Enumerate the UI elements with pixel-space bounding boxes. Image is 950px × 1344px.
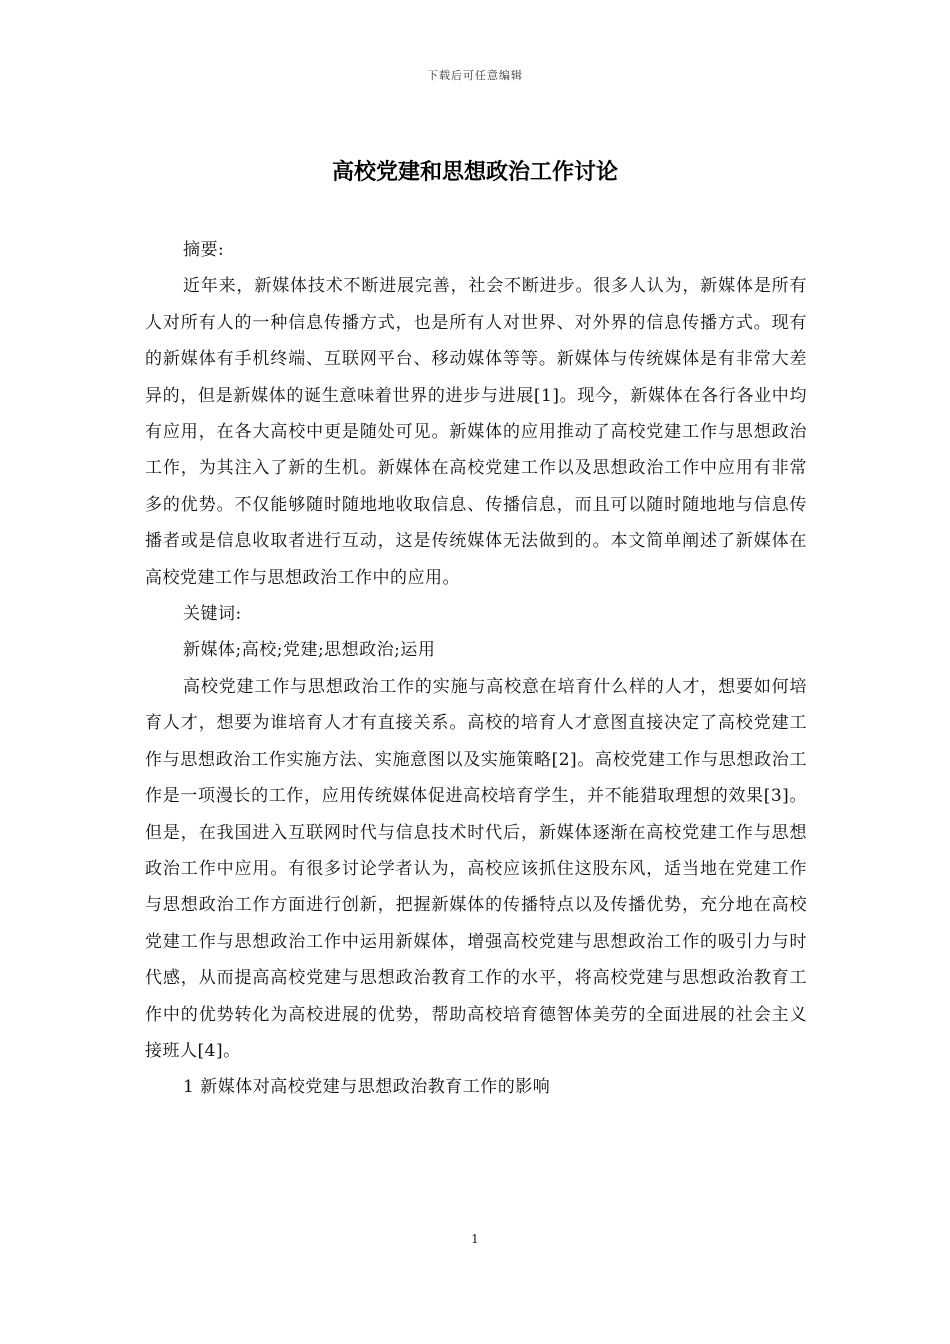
abstract-label: 摘要: [183,240,225,260]
document-body [145,232,807,1106]
page-number: 1 [471,1232,479,1246]
document-title: 高校党建和思想政治工作讨论 [331,160,618,185]
keywords-label: 关键词: [183,604,242,625]
section-heading: 1 新媒体对高校党建与思想政治教育工作的影响 [183,1077,551,1098]
keywords-list: 新媒体;高校;党建;思想政治;运用 [183,640,436,661]
abstract-paragraph: 近年来，新媒体技术不断进展完善，社会不断进步。很多人认为，新媒体是所有人对所有人的一种信息传播方式，也是所有人对世界、对外界的信息传播方式。现有的新媒体有手机终端、互联网平台、移动媒体等等。新媒体与传统媒体是有非常大差异的，但是新媒体的诞生意味着世界的进步与进展[1]。现今，新媒体在各行各业中均有应用，在各大高校中更是随处可见。新媒体的应用推动了高校党建工作与思想政治工作，为其注入了新的生机。新媒体在高校党建工作以及思想政治工作中应用有非常多的优势。不仅能够随时随地地收取信息、传播信息，而且可以随时随地地与信息传播者或是信息收取者进行互动，这是传统媒体无法做到的。本文简单阐述了新媒体在高校党建工作与思想政治工作中的应用。 [145,276,807,588]
intro-paragraph: 高校党建工作与思想政治工作的实施与高校意在培育什么样的人才，想要如何培育人才，想要为谁培育人才有直接关系。高校的培育人才意图直接决定了高校党建工作与思想政治工作实施方法、实施意图以及实施策略[2]。高校党建工作与思想政治工作是一项漫长的工作，应用传统媒体促进高校培育学生，并不能猎取理想的效果[3]。但是，在我国进入互联网时代与信息技术时代后，新媒体逐渐在高校党建工作与思想政治工作中应用。有很多讨论学者认为，高校应该抓住这股东风，适当地在党建工作与思想政治工作方面进行创新，把握新媒体的传播特点以及传播优势，充分地在高校党建工作与思想政治工作中运用新媒体，增强高校党建与思想政治工作的吸引力与时代感，从而提高高校党建与思想政治教育工作的水平，将高校党建与思想政治教育工作中的优势转化为高校进展的优势，帮助高校培育德智体美劳的全面进展的社会主义接班人[4]。 [145,676,807,1061]
header-note: 下载后可任意编辑 [427,69,523,82]
